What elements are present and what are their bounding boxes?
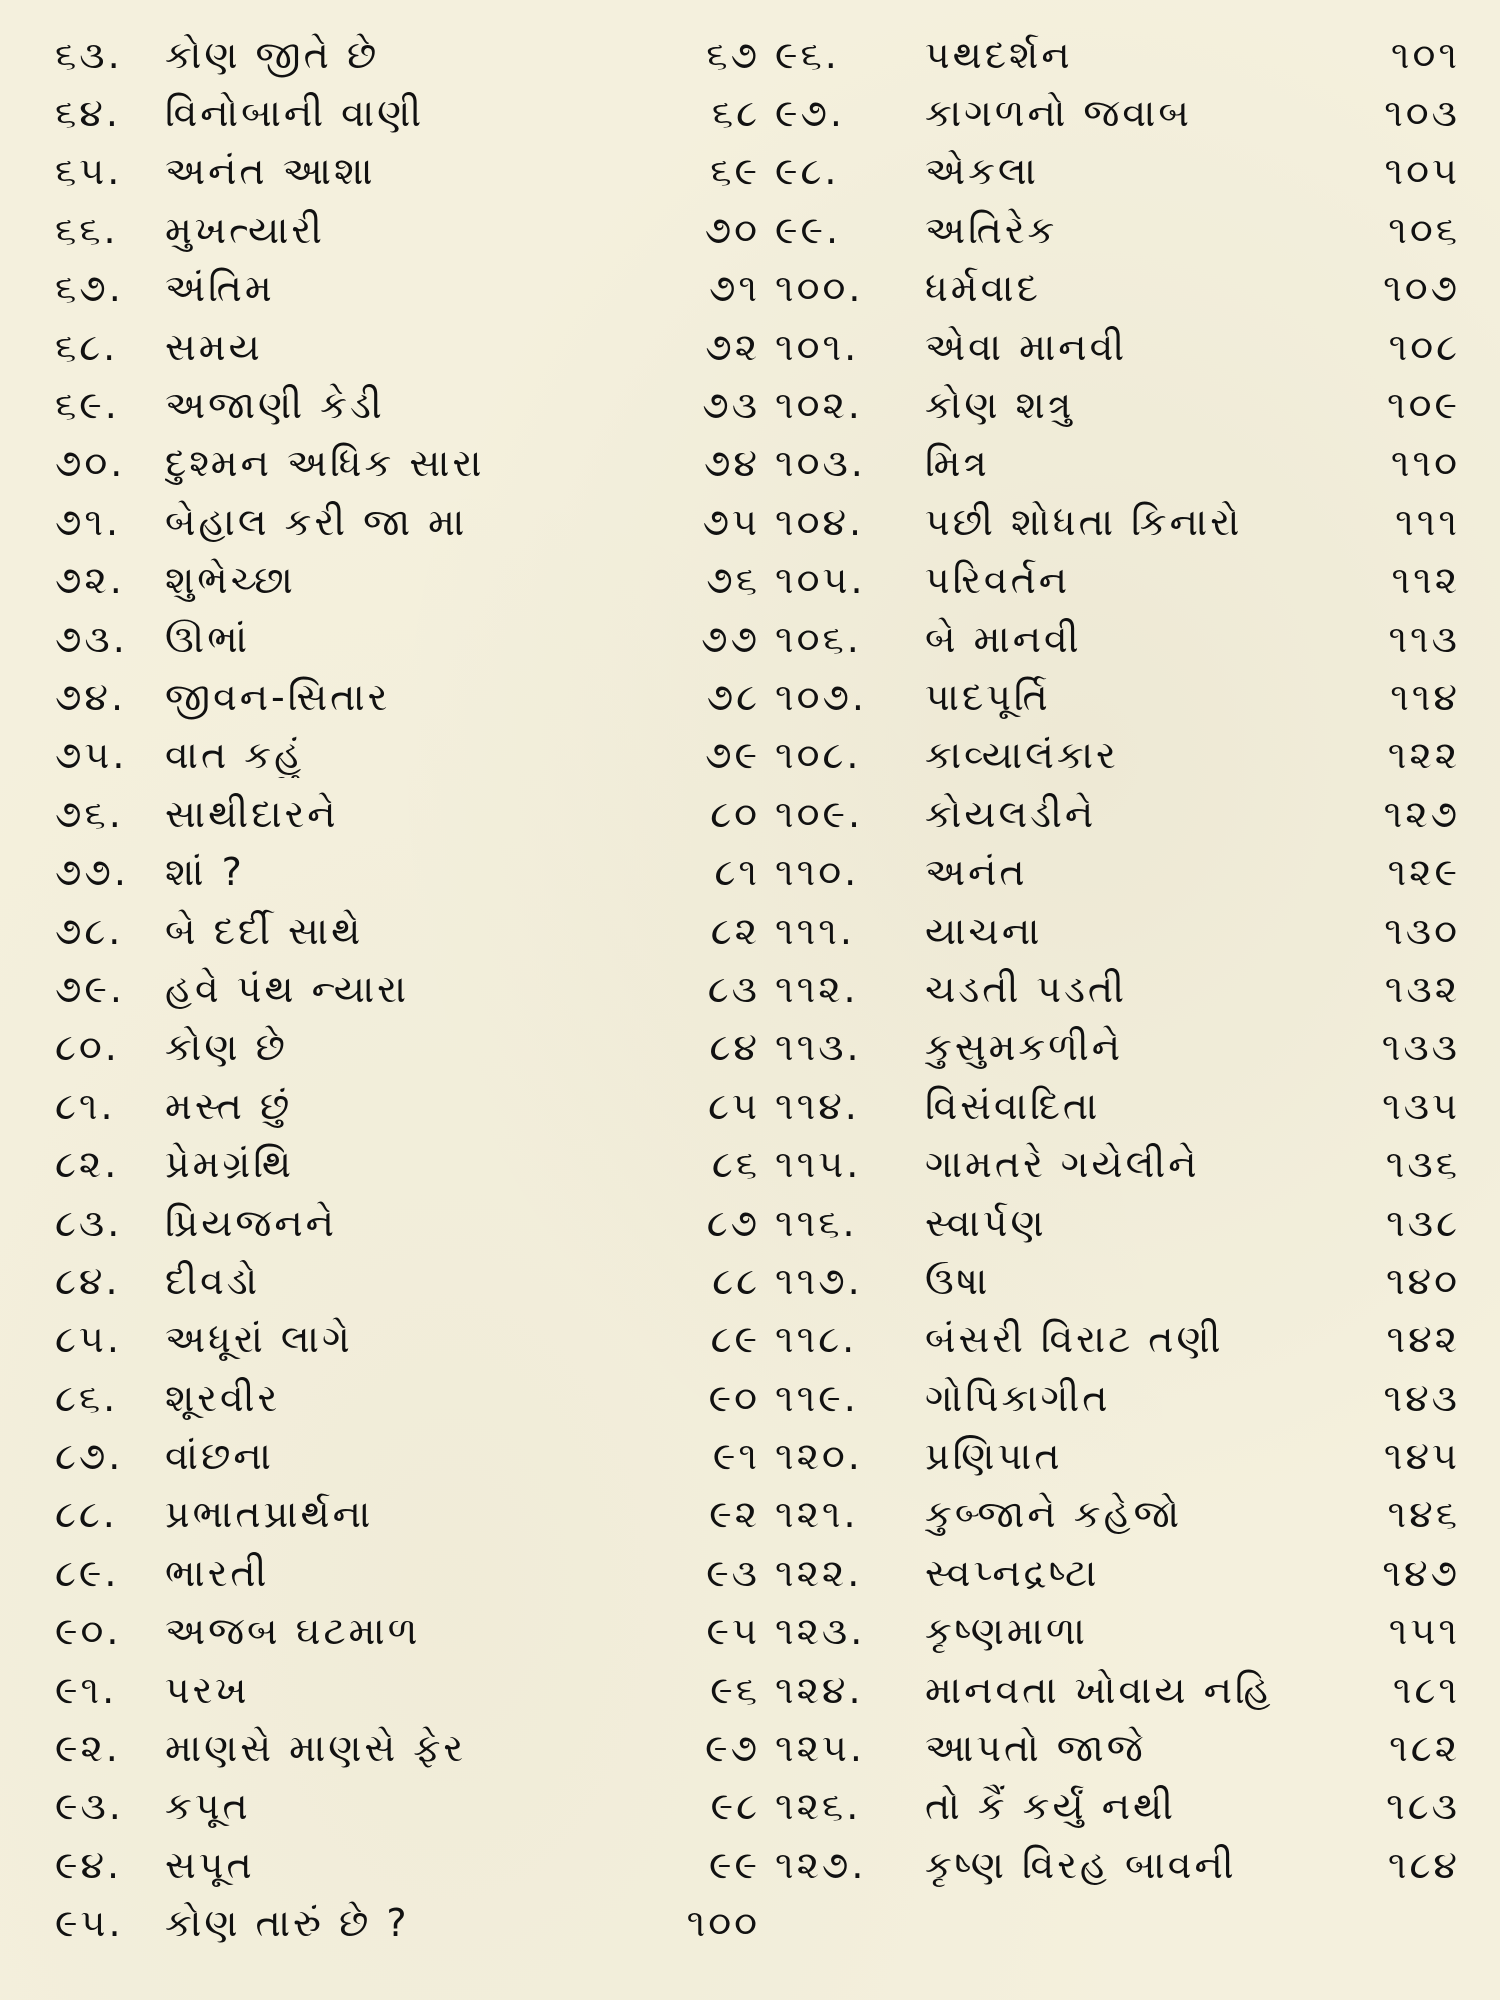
toc-entry-title: આપતો જાજે [925,1726,1146,1771]
toc-entry-number: ૧૨૫. [775,1726,865,1771]
toc-entry-number: ૯૩. [55,1784,124,1829]
toc-entry-page-number: ૧૧૪ [1390,674,1460,719]
toc-entry [775,493,1460,551]
toc-entry-page-number: ૭૦ [704,207,760,252]
toc-entry-number: ૧૦૯. [775,791,864,836]
toc-entry [55,1311,760,1369]
toc-entry-number: ૧૧૨. [775,966,859,1011]
toc-entry-number: ૮૩. [55,1200,123,1245]
toc-entry-page-number: ૧૩૫ [1382,1083,1460,1128]
toc-entry-page-number: ૧૧૨ [1391,558,1460,603]
toc-entry [55,668,760,726]
toc-entry-title: પ્રેમગ્રંથિ [165,1142,294,1187]
toc-entry-number: ૧૦૪. [775,499,865,544]
toc-entry-number: ૧૦૦. [775,266,864,311]
toc-entry-page-number: ૧૮૩ [1386,1784,1460,1829]
toc-entry [55,1895,760,1953]
toc-entry-number: ૭૬. [55,791,124,836]
toc-entry-page-number: ૭૪ [704,441,760,486]
toc-entry [55,1252,760,1310]
toc-entry-page-number: ૧૩૮ [1386,1200,1460,1245]
toc-entry-page-number: ૯૩ [706,1550,760,1595]
toc-entry-number: ૭૮. [55,908,124,953]
toc-entry-title: ધર્મવાદ [925,266,1041,311]
toc-entry [55,960,760,1018]
toc-entry [55,1719,760,1777]
toc-entry-page-number: ૧૩૩ [1381,1025,1460,1070]
toc-entry-title: ગોપિકાગીત [925,1375,1111,1420]
toc-entry-number: ૧૧૩. [775,1025,862,1070]
toc-entry-number: ૬૫. [55,149,123,194]
toc-entry-title: વિનોબાની વાણી [165,91,425,136]
toc-entry-page-number: ૮૫ [708,1083,760,1128]
toc-entry [55,902,760,960]
toc-entry-title: સાથીદારને [165,791,339,836]
toc-entry [55,843,760,901]
toc-entry-number: ૯૦. [55,1609,122,1654]
toc-right-column [760,26,1500,1953]
toc-entry-title: કાગળનો જવાબ [925,91,1192,136]
toc-entry-page-number: ૧૦૫ [1384,149,1460,194]
toc-entry-number: ૧૧૦. [775,850,860,895]
toc-entry-number: ૯૭. [775,91,845,136]
toc-entry-number: ૮૦. [55,1025,120,1070]
toc-entry-number: ૭૪. [55,674,127,719]
toc-entry-title: કૃષ્ણ વિરહ બાવની [925,1842,1237,1887]
toc-entry-title: કોયલડીને [925,791,1097,836]
toc-entry [775,143,1460,201]
toc-entry-page-number: ૬૯ [710,149,760,194]
toc-entry-number: ૧૨૪. [775,1667,864,1712]
toc-entry-page-number: ૭૬ [706,558,760,603]
toc-entry-page-number: ૧૦૬ [1388,207,1460,252]
toc-entry [55,1486,760,1544]
toc-entry [775,318,1460,376]
toc-entry [55,493,760,551]
toc-entry-title: અજાણી કેડી [165,383,385,428]
toc-entry-page-number: ૭૧ [708,266,760,311]
toc-entry [775,1603,1460,1661]
toc-entry-title: ઉષા [925,1258,991,1303]
toc-entry-title: હવે પંથ ન્યારા [165,966,410,1011]
toc-entry-page-number: ૮૦ [710,791,760,836]
toc-entry-number: ૧૨૭. [775,1842,867,1887]
toc-entry-page-number: ૭૫ [702,499,760,544]
toc-entry-title: સપૂત [165,1842,255,1887]
toc-entry-number: ૧૧૮. [775,1317,858,1362]
toc-entry-number: ૬૯. [55,383,120,428]
toc-entry [775,1194,1460,1252]
toc-entry-title: અતિરેક [925,207,1058,252]
toc-entry-page-number: ૮૬ [711,1142,760,1187]
toc-entry-number: ૮૪. [55,1258,121,1303]
toc-entry-page-number: ૧૧૦ [1390,441,1460,486]
toc-entry-title: કોણ તારું છે ? [165,1901,410,1946]
toc-entry-number: ૬૬. [55,207,119,252]
toc-entry-title: સ્વાર્પણ [925,1200,1047,1245]
toc-entry [775,843,1460,901]
toc-entry-number: ૬૩. [55,32,123,77]
toc-entry [775,1544,1460,1602]
toc-entry-page-number: ૧૩૬ [1385,1142,1460,1187]
toc-entry-number: ૧૧૫. [775,1142,862,1187]
toc-entry-number: ૧૦૫. [775,558,866,603]
toc-entry-page-number: ૮૭ [706,1200,760,1245]
toc-entry [55,1135,760,1193]
toc-entry-title: દુશ્મન અધિક સારા [165,441,485,486]
toc-entry [55,1603,760,1661]
toc-entry-page-number: ૬૮ [711,91,760,136]
toc-entry [775,26,1460,84]
toc-entry-title: ભારતી [165,1550,270,1595]
toc-entry-page-number: ૧૩૦ [1384,908,1460,953]
toc-entry-number: ૬૭. [55,266,124,311]
toc-entry-number: ૧૦૩. [775,441,866,486]
toc-entry-number: ૭૨. [55,558,125,603]
toc-entry-title: કુસુમકળીને [925,1025,1124,1070]
toc-entry [775,552,1460,610]
toc-entry [55,260,760,318]
toc-entry-number: ૧૧૪. [775,1083,860,1128]
toc-entry-page-number: ૧૧૩ [1388,616,1460,661]
toc-entry [775,201,1460,259]
toc-entry-title: ચડતી પડતી [925,966,1127,1011]
toc-entry-number: ૮૫. [55,1317,122,1362]
toc-entry [55,201,760,259]
toc-entry-title: પ્રણિપાત [925,1434,1063,1479]
table-of-contents [0,26,1500,1953]
toc-entry-page-number: ૯૮ [710,1784,760,1829]
toc-entry [775,1019,1460,1077]
toc-entry-number: ૧૨૦. [775,1434,863,1479]
toc-entry-number: ૭૯. [55,966,125,1011]
toc-entry [775,727,1460,785]
toc-entry [55,26,760,84]
toc-entry-title: યાચના [925,908,1043,953]
toc-entry-title: વિસંવાદિતા [925,1083,1101,1128]
toc-entry-title: પ્રિયજનને [165,1200,337,1245]
toc-entry-number: ૭૦. [55,441,126,486]
toc-entry-page-number: ૧૮૪ [1387,1842,1460,1887]
toc-entry-page-number: ૮૮ [712,1258,760,1303]
toc-entry-number: ૮૨. [55,1142,120,1187]
toc-entry [55,1836,760,1894]
toc-entry-title: કોણ જીતે છે [165,32,380,77]
toc-entry-title: પથદર્શન [925,32,1073,77]
toc-entry-number: ૧૧૧. [775,908,855,953]
toc-entry-number: ૯૧. [55,1667,118,1712]
toc-entry-title: મિત્ર [925,441,990,486]
toc-entry-title: અંતિમ [165,266,275,311]
toc-entry-title: કોણ શત્રુ [925,383,1075,428]
toc-entry-page-number: ૮૩ [707,966,760,1011]
toc-entry-page-number: ૧૧૧ [1395,499,1460,544]
toc-entry-number: ૧૨૩. [775,1609,866,1654]
toc-entry-number: ૬૮. [55,324,119,369]
toc-entry-number: ૧૦૭. [775,674,867,719]
toc-entry-title: માનવતા ખોવાય નહિ [925,1667,1274,1712]
toc-entry-number: ૭૭. [55,850,129,895]
toc-entry-title: અનંત [925,850,1028,895]
toc-entry [55,376,760,434]
toc-entry-title: દીવડો [165,1258,261,1303]
toc-entry-page-number: ૧૪૬ [1387,1492,1460,1537]
toc-entry-page-number: ૧૪૭ [1382,1550,1460,1595]
toc-entry-page-number: ૯૫ [706,1609,760,1654]
toc-left-column [0,26,760,1953]
toc-entry [55,610,760,668]
toc-entry-number: ૧૦૮. [775,733,862,778]
toc-entry [775,785,1460,843]
toc-entry-page-number: ૧૪૨ [1386,1317,1460,1362]
toc-entry-number: ૯૯. [775,207,842,252]
toc-entry [55,435,760,493]
toc-entry-page-number: ૯૦ [708,1375,760,1420]
toc-entry-page-number: ૯૧ [712,1434,760,1479]
toc-entry-title: વાંછના [165,1434,274,1479]
toc-entry-number: ૮૯. [55,1550,120,1595]
toc-entry-number: ૧૧૭. [775,1258,863,1303]
toc-entry-title: ઊભાં [165,616,251,661]
toc-entry [775,1661,1460,1719]
toc-entry-title: એકલા [925,149,1039,194]
toc-entry-number: ૯૬. [775,32,840,77]
toc-entry-page-number: ૧૮૧ [1392,1667,1460,1712]
toc-entry-title: જીવન-સિતાર [165,674,391,719]
toc-entry-page-number: ૮૨ [710,908,760,953]
toc-entry-page-number: ૧૮૨ [1389,1726,1460,1771]
toc-entry [55,1019,760,1077]
toc-entry-title: બે દર્દી સાથે [165,908,364,953]
toc-entry-page-number: ૧૨૨ [1387,733,1460,778]
toc-entry [775,1778,1460,1836]
toc-entry [775,1135,1460,1193]
toc-entry [775,1311,1460,1369]
toc-entry-title: બેહાલ કરી જા મા [165,499,468,544]
toc-entry-page-number: ૭૯ [705,733,760,778]
toc-entry [775,1252,1460,1310]
toc-entry-title: પ્રભાતપ્રાર્થના [165,1492,374,1537]
toc-entry-number: ૯૪. [55,1842,123,1887]
toc-entry-number: ૮૮. [55,1492,118,1537]
toc-entry-title: કપૂત [165,1784,251,1829]
toc-entry-title: ગામતરે ગયેલીને [925,1142,1200,1187]
toc-entry [55,1369,760,1427]
toc-entry [775,1836,1460,1894]
toc-entry-page-number: ૯૭ [705,1726,760,1771]
toc-entry [775,260,1460,318]
toc-entry-page-number: ૧૦૩ [1384,91,1460,136]
toc-entry-title: કુબ્જાને કહેજો [925,1492,1183,1537]
toc-entry-title: અનંત આશા [165,149,376,194]
toc-entry-page-number: ૧૪૩ [1383,1375,1460,1420]
toc-entry-page-number: ૧૦૮ [1388,324,1460,369]
toc-entry-number: ૧૦૨. [775,383,863,428]
toc-entry [775,1486,1460,1544]
toc-entry [55,785,760,843]
toc-entry-page-number: ૧૫૧ [1388,1609,1460,1654]
toc-entry [55,727,760,785]
toc-entry-number: ૧૨૨. [775,1550,863,1595]
toc-entry-number: ૯૨. [55,1726,121,1771]
toc-entry-title: સ્વપ્નદ્રષ્ટા [925,1550,1100,1595]
toc-entry-page-number: ૬૭ [706,32,760,77]
toc-entry [775,902,1460,960]
toc-entry-title: અધૂરાં લાગે [165,1317,353,1362]
toc-entry-page-number: ૧૦૭ [1383,266,1460,311]
toc-entry-number: ૧૦૬. [775,616,862,661]
toc-entry [55,1194,760,1252]
toc-entry [55,1427,760,1485]
toc-entry-page-number: ૧૦૧ [1390,32,1460,77]
toc-entry [775,1427,1460,1485]
toc-entry-title: કાવ્યાલંકાર [925,733,1119,778]
toc-entry-title: માણસે માણસે ફેર [165,1726,467,1771]
toc-entry-page-number: ૭૨ [705,324,760,369]
toc-entry-title: પરખ [165,1667,250,1712]
toc-entry-title: શૂરવીર [165,1375,281,1420]
toc-entry [775,1719,1460,1777]
toc-entry [55,1661,760,1719]
toc-entry [775,435,1460,493]
toc-entry-page-number: ૮૯ [710,1317,760,1362]
toc-entry-number: ૮૬. [55,1375,119,1420]
toc-entry-page-number: ૭૭ [701,616,760,661]
toc-entry-number: ૧૧૯. [775,1375,859,1420]
toc-entry [55,1077,760,1135]
toc-entry [775,610,1460,668]
toc-entry-page-number: ૧૦૯ [1387,383,1460,428]
toc-entry-page-number: ૯૨ [709,1492,760,1537]
toc-entry-page-number: ૮૧ [714,850,760,895]
toc-entry-number: ૧૨૧. [775,1492,859,1537]
toc-entry-title: બે માનવી [925,616,1082,661]
toc-entry-title: બંસરી વિરાટ તણી [925,1317,1224,1362]
toc-entry-page-number: ૧૩૨ [1384,966,1460,1011]
toc-entry [775,1369,1460,1427]
toc-entry-title: સમય [165,324,263,369]
toc-entry-page-number: ૧૨૭ [1383,791,1460,836]
toc-entry-title: તો કૈં કર્યું નથી [925,1784,1177,1829]
toc-entry-page-number: ૧૦૦ [686,1901,760,1946]
toc-entry-title: વાત કહું [165,733,305,778]
toc-entry [775,668,1460,726]
toc-entry-title: પાદપૂર્તિ [925,674,1051,719]
toc-entry-number: ૯૮. [775,149,840,194]
toc-entry-number: ૯૫. [55,1901,124,1946]
toc-entry-title: મુખત્યારી [165,207,325,252]
toc-entry-page-number: ૭૩ [702,383,760,428]
toc-entry-title: કોણ છે [165,1025,288,1070]
toc-entry [55,1778,760,1836]
toc-entry-number: ૭૧. [55,499,122,544]
toc-entry-number: ૧૨૬. [775,1784,862,1829]
toc-entry-number: ૧૦૧. [775,324,860,369]
toc-entry-title: પરિવર્તન [925,558,1071,603]
toc-entry [775,960,1460,1018]
toc-entry-page-number: ૯૬ [710,1667,760,1712]
toc-entry [55,318,760,376]
toc-entry [55,84,760,142]
toc-entry-page-number: ૮૪ [709,1025,760,1070]
toc-entry-page-number: ૯૯ [709,1842,760,1887]
toc-entry-title: શુભેચ્છા [165,558,296,603]
toc-entry-number: ૬૪. [55,91,121,136]
toc-entry-page-number: ૧૨૯ [1387,850,1460,895]
toc-entry [55,143,760,201]
toc-entry-page-number: ૧૪૦ [1385,1258,1460,1303]
toc-entry-page-number: ૧૪૫ [1383,1434,1460,1479]
toc-entry-number: ૮૧. [55,1083,116,1128]
toc-entry-title: મસ્ત છું [165,1083,293,1128]
toc-entry-number: ૮૭. [55,1434,124,1479]
toc-entry-title: કૃષ્ણમાળા [925,1609,1088,1654]
toc-entry-number: ૭૩. [55,616,128,661]
toc-entry-number: ૭૫. [55,733,128,778]
toc-entry-title: શાં ? [165,850,245,895]
toc-entry [55,552,760,610]
toc-entry-title: એવા માનવી [925,324,1128,369]
toc-entry-title: અજબ ઘટમાળ [165,1609,421,1654]
toc-entry-title: પછી શોધતા કિનારો [925,499,1243,544]
toc-entry [55,1544,760,1602]
toc-entry-number: ૧૧૬. [775,1200,858,1245]
toc-entry [775,376,1460,434]
toc-entry-page-number: ૭૮ [706,674,760,719]
toc-entry [775,84,1460,142]
toc-entry [775,1077,1460,1135]
